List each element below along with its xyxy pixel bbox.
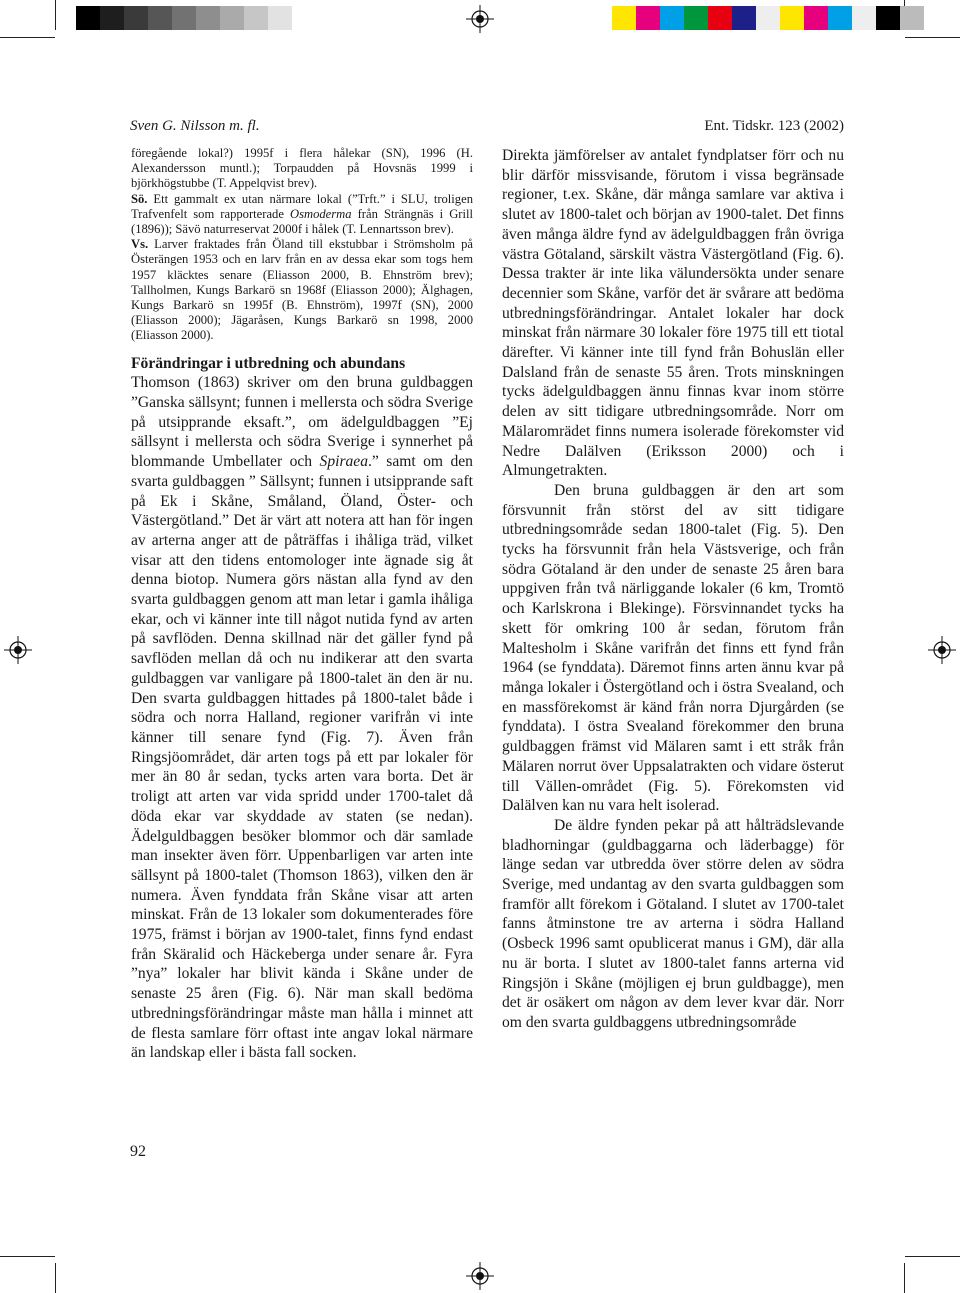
crop-mark — [905, 1256, 960, 1257]
body-text — [131, 373, 473, 1063]
locality-text: Ett gammalt ex utan närmare lokal (”Trft.” i SLU, troligen Trafvenfelt som rapporterade — [131, 191, 473, 221]
gray-swatch — [244, 6, 268, 30]
crop-mark — [55, 1263, 56, 1293]
locality-paragraph — [131, 146, 473, 192]
color-swatch — [828, 6, 852, 30]
province-label: Vs. — [131, 237, 149, 252]
species-name: Osmoderma — [289, 206, 352, 221]
left-column — [131, 146, 473, 1063]
body-paragraph — [131, 373, 473, 1063]
gray-swatch — [172, 6, 196, 30]
registration-mark-icon — [466, 1262, 494, 1290]
locality-paragraph — [131, 192, 473, 238]
running-head-journal: Ent. Tidskr. 123 (2002) — [704, 118, 844, 134]
color-swatch — [660, 6, 684, 30]
right-column — [502, 146, 844, 1033]
registration-mark-icon — [928, 636, 956, 664]
locality-records — [131, 146, 473, 344]
registration-mark-icon — [466, 5, 494, 33]
running-head-authors: Sven G. Nilsson m. fl. — [130, 118, 260, 134]
color-swatch — [708, 6, 732, 30]
color-swatch — [684, 6, 708, 30]
crop-mark — [0, 1256, 55, 1257]
color-swatch — [852, 6, 876, 30]
crop-mark — [55, 0, 56, 30]
color-swatch — [876, 6, 900, 30]
color-swatch — [756, 6, 780, 30]
body-paragraph: Direkta jämförelser av antalet fyndplatser förr och nu blir därför missvisande, förutom i vissa begränsade regioner, t.ex. Skåne, där många samlare var aktiva i slutet av 1800-talet och början av 1900-talet. Det finns även många äldre fynd av ädelguldbaggen från övriga västra Götaland, särskilt västra Västergötland (Fig. 6). Dessa trakter är inte lika välundersökta under senare decennier som Skåne, varför det är svårare att bedöma utbredningsförändringar. Antalet lokaler har dock minskat från närmare 30 lokaler före 1975 till ett tiotal därefter. Vi känner inte till fynd från Bohuslän eller Dalsland från de senaste 55 åren. Trots minskningen tycks ädelguldbaggen ännu finnas kvar inom större delen av sitt tidigare utbredningsområde. Norr om Mälaromrädet finns numera isolerade förekomster vid Nedre Dalälven (Eriksson 2000) och i Almungetrakten. — [502, 147, 844, 480]
crop-mark — [905, 37, 960, 38]
province-label: Sö. — [131, 191, 148, 206]
gray-swatch — [100, 6, 124, 30]
color-swatch — [636, 6, 660, 30]
body-paragraph: De äldre fynden pekar på att hålträdslevande bladhorningar (guldbaggarna och läderbagge) för länge sedan var utbredda över större delen av södra Sverige, med undantag av den svarta guldbaggen som framför allt förekom i Götaland. I slutet av 1700-talet fanns åtminstone tre av arterna i södra Halland (Osbeck 1996 samt opublicerat manus i GM), där alla nu är borta. I slutet av 1800-talet fanns arterna vid Ringsjön i Skåne (möjligen ej brun guldbagge), men det är osäkert om någon av dem lever kvar där. Norr om den svarta guldbaggens utbredningsområde — [502, 816, 844, 1031]
body-paragraph: Den bruna guldbaggen är den art som försvunnit från störst del av sitt tidigare utbredningsområde sedan 1800-talet (Fig. 5). Den tycks ha försvunnit från hela Västsverige, och från södra Götaland är den under de senaste 25 åren bara uppgiven från två närliggande lokaler (6 km, Tromtö och Karlskrona i Blekinge). Försvinnandet tycks ha skett för omkring 100 år sedan, förutom från Maltesholm i Skåne varifrån det finns ett fynd från 1964 (se fynddata). Däremot finns arten ännu kvar på många lokaler i Östergötland och i östra Svealand, och en massförekomst är känd från norra Djurgården (se fynddata). I östra Svealand förekommer den bruna guldbaggen främst vid Mälaren samt i ett stråk från Mälaren norrut över Uppsalatrakten och vidare österut till Vällen-området (Fig. 5). Förekomsten vid Dalälven kan nu vara helt isolerad. — [502, 481, 844, 815]
gray-swatch — [220, 6, 244, 30]
body-text-run: Thomson (1863) skriver om den bruna guldbaggen ”Ganska sällsynt; funnen i mellersta och södra Sverige på utsipprande eksaft.”, om ädelguldbaggen ”Ej sällsynt i mellersta och södra Sverige i synnerhet på blommande Umbellater och — [131, 374, 473, 471]
color-swatch — [900, 6, 924, 30]
grayscale-calibration-bar — [76, 6, 316, 30]
crop-mark — [904, 1263, 905, 1293]
gray-swatch — [124, 6, 148, 30]
section-heading: Förändringar i utbredning och abundans — [131, 354, 406, 372]
registration-mark-icon — [4, 636, 32, 664]
color-calibration-bar — [612, 6, 924, 30]
gray-swatch — [76, 6, 100, 30]
crop-mark — [0, 37, 55, 38]
gray-swatch — [292, 6, 316, 30]
color-swatch — [780, 6, 804, 30]
locality-text: föregående lokal?) 1995f i flera hålekar (SN), 1996 (H. Alexandersson muntl.); Torpaudden på Hovsnäs 1999 i björkhögstubbe (T. Appelqvist brev). — [131, 146, 473, 191]
genus-name: Spiraea — [319, 453, 369, 471]
color-swatch — [804, 6, 828, 30]
color-swatch — [612, 6, 636, 30]
locality-text: från Strängnäs i Grill (1896)); Sävö naturreservat 2000f i hålek (T. Lennartsson brev). — [131, 206, 473, 237]
locality-text: Larver fraktades från Öland till ekstubbar i Strömsholm på Österängen 1953 och en larv från en av dessa ekar som togs hem 1957 kläcktes senare (Eliasson 2000, B. Ehnström brev); Tallholmen, Kungs Barkarö sn 1968f (Eliasson 2000); Älghagen, Kungs Barkarö sn 1995f (B. Ehnström), 1997f (SN), 2000 (Eliasson 2000); Jägaråsen, Kungs Barkarö sn 1998, 2000 (Eliasson 2000). — [131, 237, 473, 343]
gray-swatch — [268, 6, 292, 30]
page-number: 92 — [130, 1143, 146, 1160]
locality-paragraph — [131, 237, 473, 343]
body-text-run: .” samt om den svarta guldbaggen ” Sällsynt; funnen i utsipprande saft på Ek i Skåne, Småland, Öland, Öster- och Västergötland.” Det är värt att notera att han för ingen av arterna anger att de påträffas i ihåliga träd, vilket visar att den tidens entomologer inte ägnade sig åt denna biotop. Numera görs nästan alla fynd av den svarta guldbaggen genom att man letar i gamla ihåliga ekar, och vi känner inte till något nutida fynd av arten på savflöden. Denna skillnad när det gäller fynd på savflöden mellan då och nu indikerar att den svarta guldbaggen var vanligare på 1800-talet än den är nu. Den svarta guldbaggen hittades på 1800-talet både i södra och norra Halland, regioner varifrån vi inte känner till senare fynd (Fig. 7). Även från Ringsjöområdet, där arten togs på ett par lokaler för mer än 80 år sedan, tycks arten vara borta. Det är troligt att arten var vida spridd under 1700-talet då döda ekar var skyddade av staten (se nedan). Ädelguldbaggen besöker blommor och där samlade man insekter även förr. Uppenbarligen var arten inte sällsynt på 1800-talet (Thomson 1863), vilken den är numera. Även fynddata från Skåne visar att arten minskat. Från de 13 lokaler som dokumenterades före 1975, främst i början av 1900-talet, finns fynd endast från Skäralid och Häckeberga under senare år. Fyra ”nya” lokaler har blivit kända i Skåne under de senaste 25 åren (Fig. 6). När man skall bedöma utbredningsförändringar måste man hålla i minnet att de flesta samlare förr oftast inte angav lokal närmare än landskap eller i bästa fall socken. — [131, 453, 473, 1062]
color-swatch — [732, 6, 756, 30]
gray-swatch — [148, 6, 172, 30]
gray-swatch — [196, 6, 220, 30]
